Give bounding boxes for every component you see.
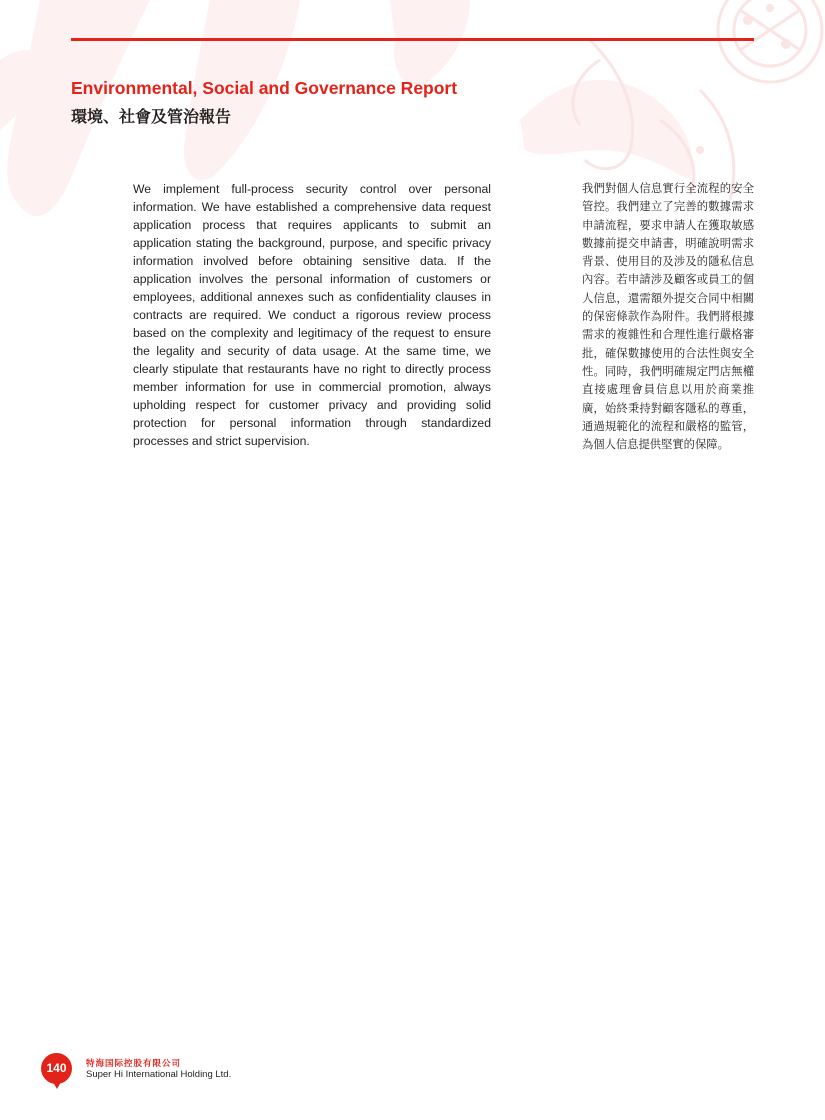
footer-company-name-en: Super Hi International Holding Ltd. [86, 1069, 232, 1080]
body-text-zh: 我們對個人信息實行全流程的安全管控。我們建立了完善的數據需求申請流程，要求申請人在獲取敏感數據前提交申請書，明確說明需求背景、使用目的及涉及的隱私信息內容。若申請涉及顧客或員工的個人信息，還需額外提交合同中相關的保密條款作為附件。我們將根據需求的複雜性和合理性進行嚴格審批，確保數據使用的合法性與安全性。同時，我們明確規定門店無權直接處理會員信息以用於商業推廣，始終秉持對顧客隱私的尊重，通過規範化的流程和嚴格的監管，為個人信息提供堅實的保障。 [582, 182, 754, 452]
report-title-en: Environmental, Social and Governance Report [71, 78, 458, 98]
header-divider [71, 38, 754, 41]
report-title-zh: 環境、社會及管治報告 [71, 107, 232, 126]
footer-company-name-zh: 特海国际控股有限公司 [86, 1059, 182, 1069]
body-text-en: We implement full-process security control over personal information. We have established a comprehensive data request application process that requires applicants to submit an application stating the background, purpose, and specific privacy information involved before obtaining sensitive data. If the application involves the personal information of customers or employees, additional annexes such as confidentiality clauses in contracts are required. We conduct a rigorous review process based on the complexity and legitimacy of the request to ensure the legality and security of data usage. At the same time, we clearly stipulate that restaurants have no right to directly process member information for use in commercial promotion, always upholding respect for customer privacy and providing solid protection for personal information through standardized processes and strict supervision. [133, 182, 491, 448]
page-number-badge: 140 [41, 1053, 72, 1084]
